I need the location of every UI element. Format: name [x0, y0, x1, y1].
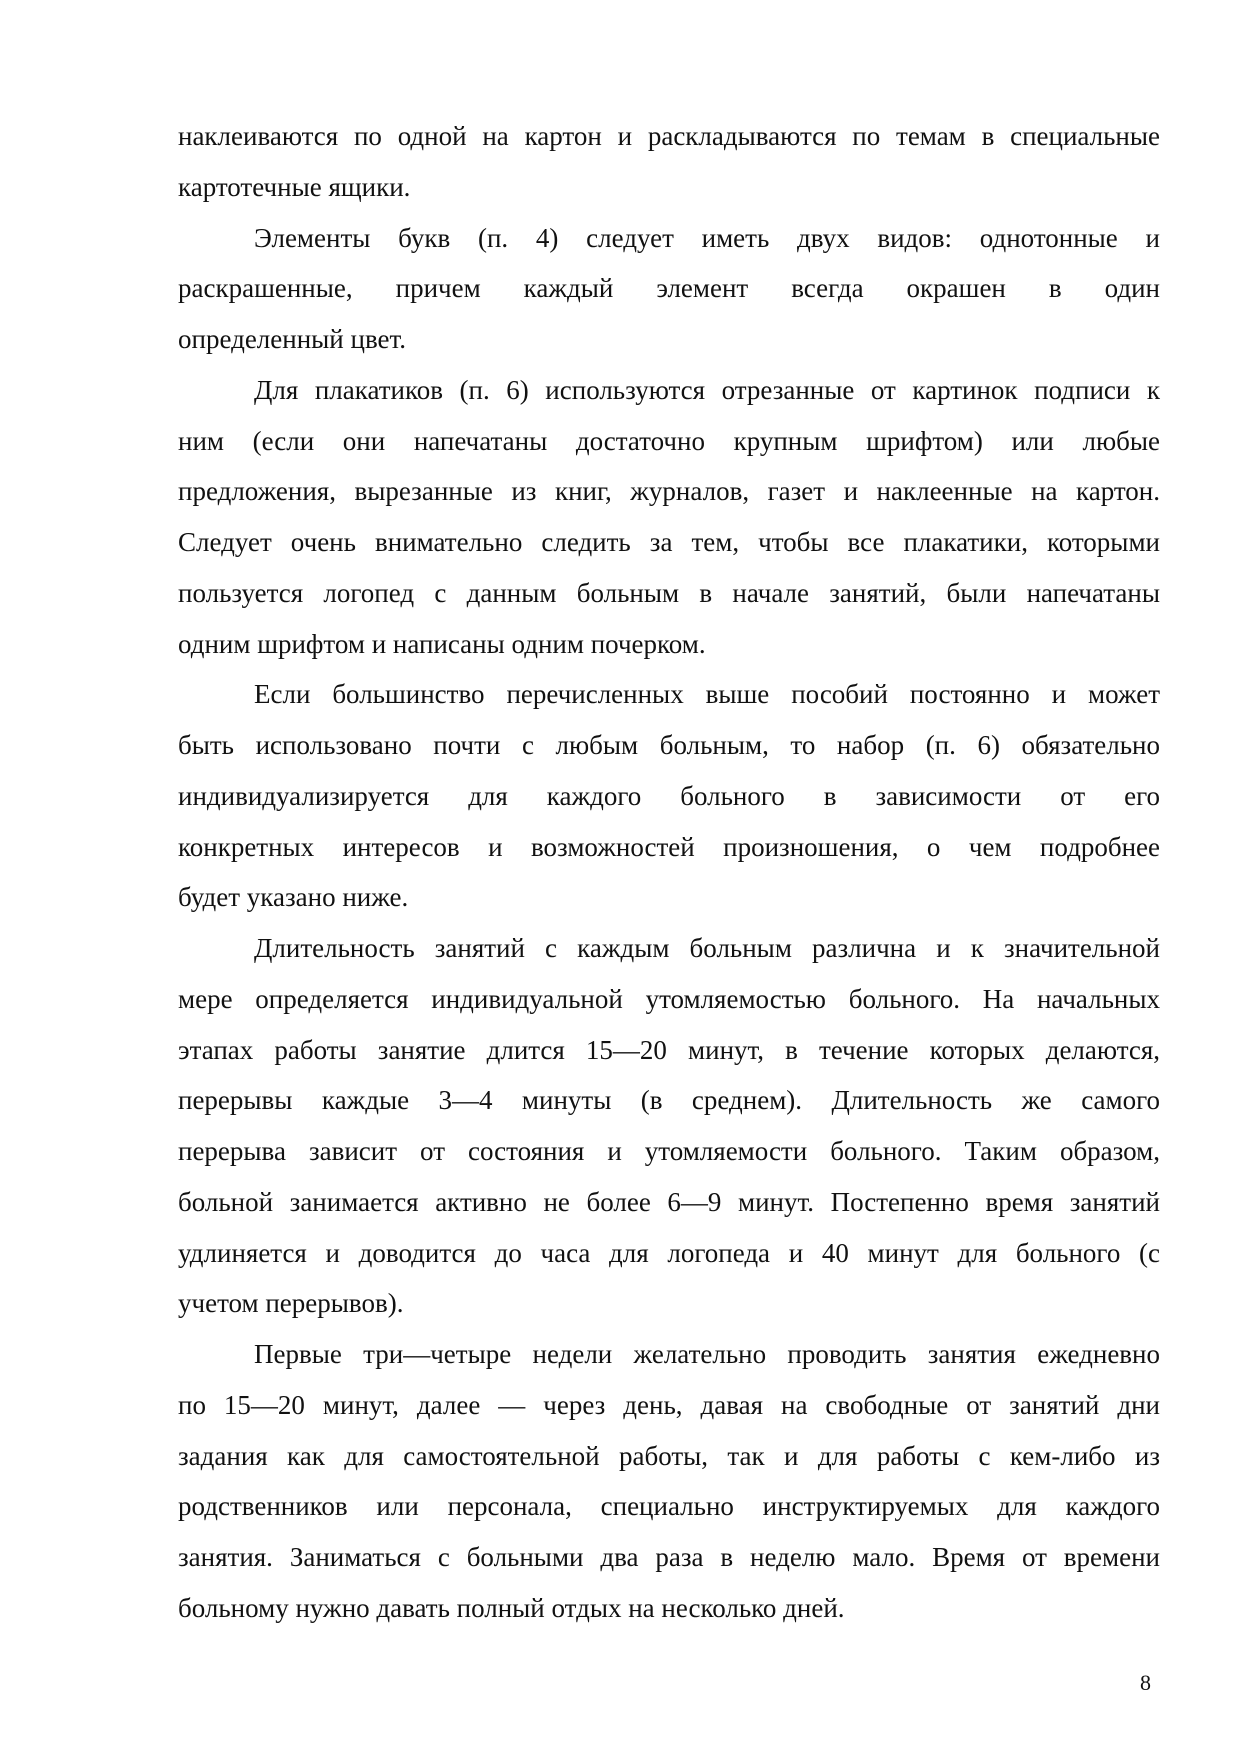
- text-line: учетом перерывов).: [178, 1288, 404, 1319]
- text-line: будет указано ниже.: [178, 882, 409, 913]
- text-line: предложения, вырезанные из книг, журналов, газет и наклеенные на картон.: [178, 476, 1160, 507]
- paragraph: [178, 213, 1160, 365]
- text-line: больной занимается активно не более 6—9 минут. Постепенно время занятий: [178, 1186, 1160, 1217]
- text-line: перерывы каждые 3—4 минуты (в среднем). Длительность же самого: [178, 1085, 1160, 1116]
- text-line: Элементы букв (п. 4) следует иметь двух видов: однотонные и: [254, 222, 1160, 253]
- text-line: одним шрифтом и написаны одним почерком.: [178, 628, 706, 659]
- text-line: ним (если они напечатаны достаточно крупным шрифтом) или любые: [178, 425, 1160, 456]
- text-line: индивидуализируется для каждого больного в зависимости от его: [178, 780, 1160, 811]
- text-line: быть использовано почти с любым больным, то набор (п. 6) обязательно: [178, 730, 1160, 760]
- text-line: мере определяется индивидуальной утомляемостью больного. На начальных: [178, 983, 1160, 1014]
- text-line: Следует очень внимательно следить за тем, чтобы все плакатики, которыми: [178, 527, 1160, 557]
- text-line: пользуется логопед с данным больным в начале занятий, были напечатаны: [178, 577, 1160, 608]
- text-line: задания как для самостоятельной работы, так и для работы с кем-либо из: [178, 1440, 1160, 1471]
- text-line: Длительность занятий с каждым больным различна и к значительной: [254, 933, 1160, 963]
- paragraph: [178, 1329, 1160, 1634]
- page-number: 8: [1140, 1670, 1151, 1695]
- text-line: наклеиваются по одной на картон и раскладываются по темам в специальные: [178, 121, 1160, 151]
- text-line: картотечные ящики.: [178, 171, 411, 202]
- paragraph: [178, 923, 1160, 1329]
- body-text: [178, 111, 1160, 1634]
- text-line: раскрашенные, причем каждый элемент всегда окрашен в один: [178, 273, 1160, 304]
- paragraph: [178, 111, 1160, 213]
- text-line: по 15—20 минут, далее — через день, давая на свободные от занятий дни: [178, 1389, 1160, 1420]
- text-line: больному нужно давать полный отдых на несколько дней.: [178, 1592, 845, 1623]
- text-line: Первые три—четыре недели желательно проводить занятия ежедневно: [254, 1339, 1160, 1369]
- text-line: удлиняется и доводится до часа для логопеда и 40 минут для больного (с: [178, 1237, 1160, 1268]
- text-line: родственников или персонала, специально инструктируемых для каждого: [178, 1491, 1160, 1522]
- text-line: Если большинство перечисленных выше пособий постоянно и может: [254, 679, 1160, 710]
- text-line: этапах работы занятие длится 15—20 минут, в течение которых делаются,: [178, 1034, 1160, 1065]
- text-line: перерыва зависит от состояния и утомляемости больного. Таким образом,: [178, 1136, 1160, 1166]
- text-line: определенный цвет.: [178, 324, 407, 354]
- text-line: занятия. Заниматься с больными два раза в неделю мало. Время от времени: [178, 1542, 1160, 1572]
- text-line: Для плакатиков (п. 6) используются отрезанные от картинок подписи к: [254, 374, 1160, 405]
- text-line: конкретных интересов и возможностей произношения, о чем подробнее: [178, 831, 1160, 862]
- paragraph: [178, 669, 1160, 923]
- paragraph: [178, 365, 1160, 670]
